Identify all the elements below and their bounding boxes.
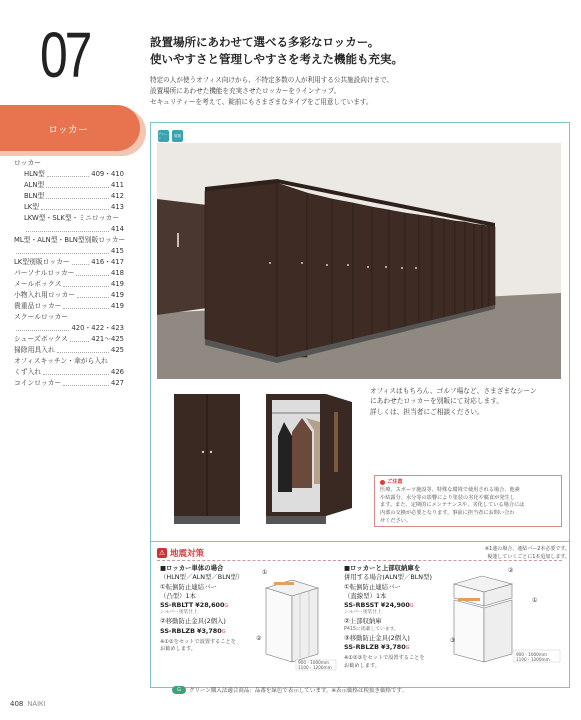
locker-room-illustration bbox=[157, 143, 561, 379]
index-page: 425 bbox=[111, 346, 124, 354]
index-label: LKW型・SLK型・ミニロッカー bbox=[24, 214, 120, 222]
index-item[interactable] bbox=[14, 169, 124, 180]
index-item[interactable] bbox=[14, 224, 124, 235]
green-purchase-icon: G bbox=[172, 686, 186, 694]
svg-text:②: ② bbox=[256, 635, 262, 642]
index-item[interactable] bbox=[14, 235, 124, 246]
lead-text: 特定の人が使うオフィス向けから、不特定多数の人が利用する公共施設向けまで、 設置場所にあわせた機能を充実させたロッカーをラインナップ。 セキュリティーを考えて、錠前にもさまざまなタイプをご用意しています。 bbox=[150, 76, 394, 107]
index-label: LK型 bbox=[24, 203, 40, 211]
index-item[interactable] bbox=[14, 257, 124, 268]
leader-dots bbox=[76, 268, 109, 276]
index-label: 貴重品ロッカー bbox=[14, 302, 62, 310]
index-label: LK型別販ロッカー bbox=[14, 258, 70, 266]
index-label: ML型・ALN型・BLN型別販ロッカー bbox=[14, 236, 126, 244]
eco-badge-icon: 環境 bbox=[172, 130, 183, 142]
headline: 設置場所にあわせて選べる多彩なロッカー。 使いやすさと管理しやすさを考えた機能も充実。 bbox=[150, 35, 403, 66]
leader-dots bbox=[41, 202, 109, 210]
svg-text:②: ② bbox=[508, 567, 514, 574]
left-spec: ■ロッカー単体の場合 （HLN型／ALN型／BLN型） ①転倒防止連結バー （凸型）1本 SS-RBLTT ¥28,600G シルバー塗装仕上 ②移動防止金具(2個入) SS-RBLZB ¥3,780G ※①②をセットで設置することを お勧めします。 bbox=[160, 564, 260, 654]
index-label: 小物入れ用ロッカー bbox=[14, 291, 76, 299]
left-dims: 900・1000mm 1100・1200mm bbox=[298, 660, 332, 671]
right-dims: 900・1000mm 1100・1200mm bbox=[516, 652, 550, 663]
leader-dots bbox=[47, 169, 89, 177]
leader-dots bbox=[57, 345, 109, 353]
index-page: 415 bbox=[111, 247, 124, 255]
caution-icon bbox=[380, 480, 385, 485]
index-item[interactable] bbox=[14, 202, 124, 213]
green-mark-icon: G bbox=[409, 603, 414, 610]
index-label: スクールロッカー bbox=[14, 313, 69, 321]
leader-dots bbox=[46, 180, 109, 188]
green-mark-icon: G bbox=[224, 603, 229, 610]
index-page: 421〜425 bbox=[91, 335, 124, 343]
index-label: ロッカー bbox=[14, 159, 42, 167]
leader-dots bbox=[46, 191, 109, 199]
index-item[interactable] bbox=[14, 290, 124, 301]
index-item[interactable] bbox=[14, 312, 124, 323]
index-item[interactable] bbox=[14, 301, 124, 312]
category-index bbox=[14, 158, 124, 389]
earthquake-icon: ⚠ bbox=[158, 549, 166, 557]
index-label: オフィスキッチン・傘がら入れ bbox=[14, 357, 108, 365]
locker-open-photo bbox=[262, 392, 358, 526]
index-page: 416・417 bbox=[91, 258, 124, 266]
caution-title: ご注意 bbox=[380, 479, 556, 487]
right-note: ※①②③をセットで設置することを お勧めします。 bbox=[344, 655, 425, 669]
index-item[interactable] bbox=[14, 180, 124, 191]
intro bbox=[150, 34, 570, 108]
index-label: ALN型 bbox=[24, 181, 45, 189]
chapter-number: 07 bbox=[40, 19, 90, 91]
index-page: 427 bbox=[111, 379, 124, 387]
index-page: 413 bbox=[111, 203, 124, 211]
index-item[interactable] bbox=[14, 323, 124, 334]
green-mark-icon: G bbox=[221, 628, 226, 635]
index-page: 420・422・423 bbox=[71, 324, 124, 332]
left-note: ※①②をセットで設置することを お勧めします。 bbox=[160, 638, 236, 653]
leader-dots bbox=[63, 378, 109, 386]
leader-dots bbox=[43, 367, 109, 375]
index-item[interactable] bbox=[14, 246, 124, 257]
index-label: 掃除用具入れ bbox=[14, 346, 55, 354]
leader-dots bbox=[63, 279, 109, 287]
green-badge-icon: グリーン bbox=[158, 132, 168, 140]
index-item[interactable] bbox=[14, 367, 124, 378]
index-item[interactable] bbox=[14, 279, 124, 290]
caution-box: ご注意 医療、スポーツ施設等、特殊な環境で使用される場合、他素 や結露分、水分等の影響により塗装の劣化や腐食が発生し ます。また、定期的にメンテナンスや、劣化している場合には 内部の交換が必要となります。事前に担当者にお問い合わ せください。 bbox=[374, 475, 562, 527]
index-item[interactable] bbox=[14, 345, 124, 356]
leader-dots bbox=[72, 257, 90, 265]
category-tab[interactable]: ロッカー bbox=[0, 105, 140, 151]
page-number: 408 NAIKI bbox=[10, 700, 46, 708]
index-page: 418 bbox=[111, 269, 124, 277]
index-page: 414 bbox=[111, 225, 124, 233]
index-item[interactable] bbox=[14, 356, 124, 367]
index-page: 426 bbox=[111, 368, 124, 376]
index-page: 412 bbox=[111, 192, 124, 200]
earthquake-topnote: ※1連の場合、連結バー2本必要です。 複連していくごとに1本追加します。 bbox=[484, 546, 570, 560]
index-label: コインロッカー bbox=[14, 379, 62, 387]
badges bbox=[158, 130, 183, 142]
index-item[interactable] bbox=[14, 334, 124, 345]
index-item[interactable] bbox=[14, 268, 124, 279]
index-label: メールボックス bbox=[14, 280, 62, 288]
leader-dots bbox=[77, 290, 109, 298]
index-page: 419 bbox=[111, 280, 124, 288]
index-label: くず入れ bbox=[14, 368, 42, 376]
index-page: 411 bbox=[111, 181, 124, 189]
right-spec: ■ロッカーと上部収納庫を 併用する場合(ALN型／BLN型) ①転倒防止連結バー （直線型）1本 SS-RBSST ¥24,900G シルバー塗装仕上 ②上部収納庫 P415に掲載しています。 ③移動防止金具(2個入) SS-RBLZB ¥3,780G ※①②③をセットで設置することを お勧めします。 bbox=[344, 564, 454, 670]
locker-closed-photo bbox=[170, 392, 246, 526]
footer-note: G グリーン購入法適合商品：品番を緑色で表示しています。※表示価格は税抜き価格です。 bbox=[172, 686, 407, 694]
index-item[interactable] bbox=[14, 191, 124, 202]
leader-dots bbox=[16, 323, 69, 331]
index-item[interactable] bbox=[14, 378, 124, 389]
leader-dots bbox=[63, 301, 109, 309]
green-mark-icon: G bbox=[405, 644, 410, 651]
index-label: シューズボックス bbox=[14, 335, 68, 343]
index-page: 409・410 bbox=[91, 170, 124, 178]
index-item[interactable] bbox=[14, 158, 124, 169]
svg-text:①: ① bbox=[262, 569, 268, 576]
photo-caption: オフィスはもちろん、ゴルフ場など、さまざまなシーン にあわせたロッカーを別販にて対応します。 詳しくは、担当者にご相談ください。 bbox=[370, 387, 537, 416]
svg-text:①: ① bbox=[532, 597, 538, 604]
leader-dots bbox=[16, 246, 109, 254]
index-item[interactable] bbox=[14, 213, 124, 224]
index-label: BLN型 bbox=[24, 192, 45, 200]
index-label: パーソナルロッカー bbox=[14, 269, 75, 277]
brand-name: NAIKI bbox=[27, 701, 46, 708]
index-page: 419 bbox=[111, 302, 124, 310]
svg-text:③: ③ bbox=[450, 637, 456, 644]
leader-dots bbox=[70, 334, 89, 342]
earthquake-title: ⚠ 地震対策 bbox=[158, 549, 205, 559]
locker-room-photo bbox=[157, 143, 561, 379]
index-page: 419 bbox=[111, 291, 124, 299]
index-label: HLN型 bbox=[24, 170, 45, 178]
leader-dots bbox=[26, 224, 109, 232]
left-diagram bbox=[252, 566, 340, 672]
